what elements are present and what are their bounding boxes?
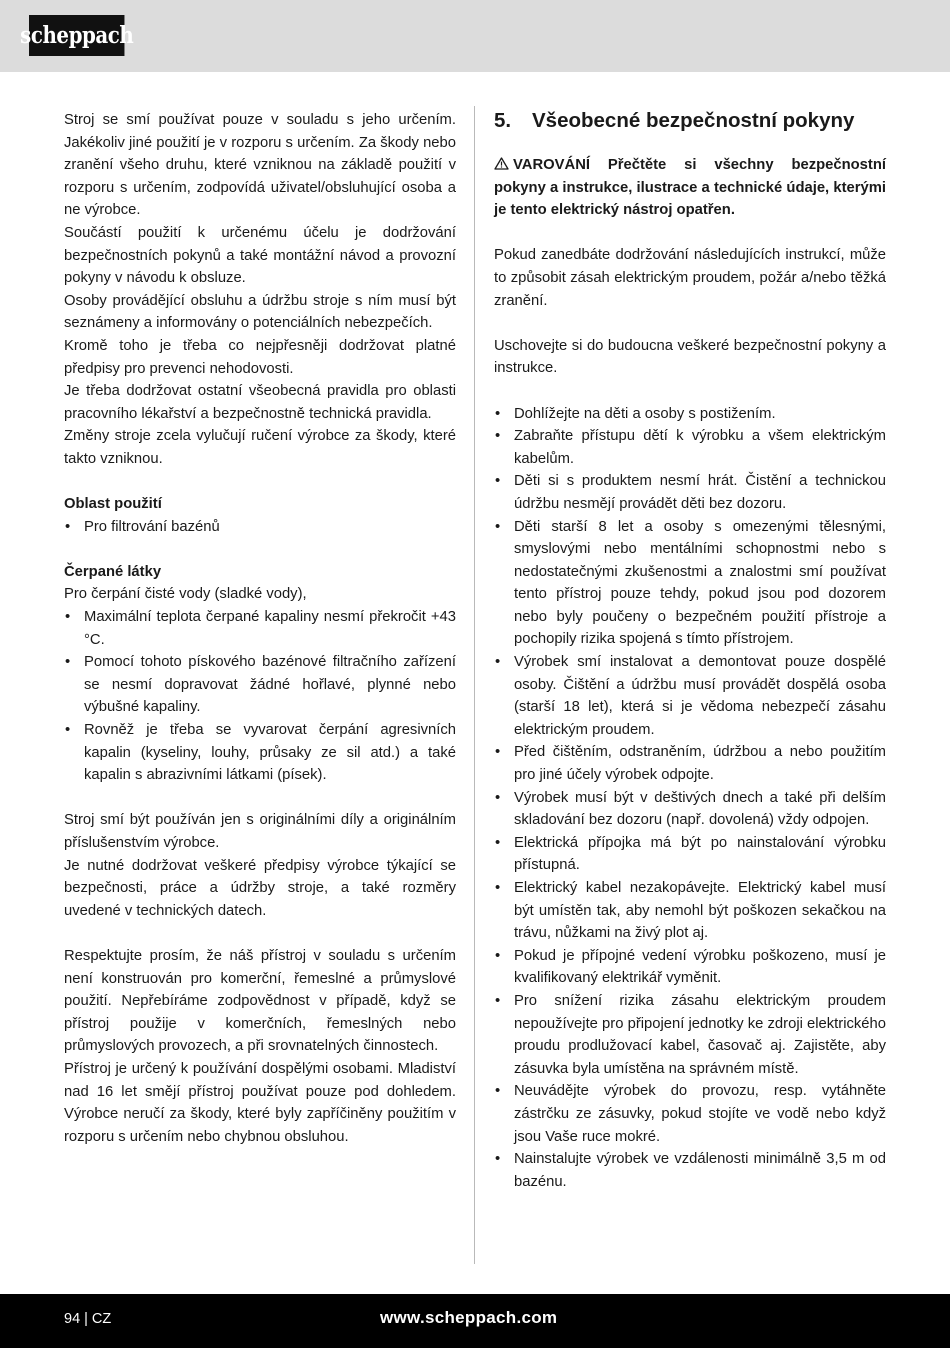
page-indicator <box>64 1311 111 1327</box>
warning-paragraph <box>494 154 886 222</box>
list-item: • Pomocí tohoto pískového bazénové filtračního zařízení se nesmí dopravovat žádné hořlavé, plynné nebo výbušné kapaliny. <box>64 651 456 719</box>
list-item: • Nainstalujte výrobek ve vzdálenosti minimálně 3,5 m od bazénu. <box>494 1148 886 1193</box>
paragraph: Uschovejte si do budoucna veškeré bezpečnostní pokyny a instrukce. <box>494 337 886 377</box>
language-code: CZ <box>91 1311 112 1327</box>
section-number: 5. <box>494 109 512 132</box>
scheppach-logo: scheppach <box>29 15 124 56</box>
page-footer <box>0 1294 950 1348</box>
list-item: • Výrobek musí být v deštivých dnech a také při delším skladování bez dozoru (např. dovolená) vždy odpojen. <box>494 787 886 832</box>
list-item: • Rovněž je třeba se vyvarovat čerpání agresivních kapalin (kyseliny, louhy, průsaky ze sil atd.) a také kapalin s abrazivními látkami (písek). <box>64 719 456 787</box>
list-item: • Elektrická přípojka má být po nainstalování výrobku přístupná. <box>494 832 886 877</box>
warning-text: Přečtěte si všechny bezpečnostní pokyny a instrukce, ilustrace a technické údaje, kterými je tento elektrický nástroj opatřen. <box>494 157 886 219</box>
section-title <box>494 109 886 133</box>
right-column <box>494 109 886 1193</box>
list-item: • Neuvádějte výrobek do provozu, resp. vytáhněte zástrčku ze zásuvky, pokud stojíte ve vodě nebo když jsou Vaše ruce mokré. <box>494 1080 886 1148</box>
paragraph: Pokud zanedbáte dodržování následujících instrukcí, může to způsobit zásah elektrickým proudem, požár a/nebo těžká zranění. <box>494 247 886 309</box>
page-number: 94 <box>64 1311 81 1327</box>
paragraph: Je třeba dodržovat ostatní všeobecná pravidla pro oblasti pracovního lékařství a bezpečnostně technická pravidla. <box>64 383 456 422</box>
left-column <box>64 109 456 1148</box>
paragraph: Pro čerpání čisté vody (sladké vody), <box>64 586 307 603</box>
page-header <box>0 0 950 72</box>
list-item: • Maximální teplota čerpané kapaliny nesmí překročit +43 °C. <box>64 606 456 651</box>
list-item: • Elektrický kabel nezakopávejte. Elektrický kabel musí být umístěn tak, aby nemohl být poškozen sekačkou na trávu, nůžkami na živý plot aj. <box>494 877 886 945</box>
list-item: • Pro snížení rizika zásahu elektrickým proudem nepoužívejte pro připojení jednotky ke zdroji elektrického proudu prodlužovací kabel, časovač aj. Zajistěte, aby zásuvka byla umístěna na správném místě. <box>494 990 886 1080</box>
paragraph: Změny stroje zcela vylučují ručení výrobce za škody, které takto vzniknou. <box>64 428 456 467</box>
warning-label: VAROVÁNÍ <box>513 157 591 173</box>
safety-list <box>494 403 886 1194</box>
paragraph: Respektujte prosím, že náš přístroj v souladu s určením není konstruován pro komerční, řemeslné a průmyslové použití. Nepřebíráme zodpovědnost v případě, když se přístroj použije v komerčních, řemeslných nebo průmyslových provozech, a při srovnatelných činnostech. <box>64 947 456 1055</box>
column-divider <box>474 106 475 1264</box>
website-link[interactable]: www.scheppach.com <box>380 1308 558 1327</box>
section-title-text: Všeobecné bezpečnostní pokyny <box>532 109 855 132</box>
list-item: • Výrobek smí instalovat a demontovat pouze dospělé osoby. Čištění a údržbu musí provádět dospělá osoba (starší 18 let), která si je vědoma nebezpečí zásahu elektrickým proudem. <box>494 651 886 741</box>
area-list <box>64 516 456 539</box>
page-separator: | <box>84 1311 88 1327</box>
paragraph: Je nutné dodržovat veškeré předpisy výrobce týkající se bezpečnosti, práce a údržby stroje, a také rozměry uvedené v technických datech. <box>64 857 456 919</box>
list-item: • Děti si s produktem nesmí hrát. Čistění a technickou údržbu nesmějí provádět děti bez dozoru. <box>494 470 886 515</box>
list-item: • Zabraňte přístupu dětí k výrobku a všem elektrickým kabelům. <box>494 425 886 470</box>
pumped-list <box>64 606 456 787</box>
paragraph: Stroj smí být používán jen s originálními díly a originálním příslušenstvím výrobce. <box>64 812 456 851</box>
list-item: • Před čištěním, odstraněním, údržbou a nebo použitím pro jiné účely výrobek odpojte. <box>494 741 886 786</box>
warning-triangle-icon <box>494 157 509 170</box>
paragraph: Přístroj je určený k používání dospělými osobami. Mladiství nad 16 let smějí přístroj používat pouze pod dohledem. Výrobce neručí za škody, které byly zapříčiněny použitím v rozporu s určením nebo chybnou obsluhou. <box>64 1060 456 1145</box>
list-item: • Děti starší 8 let a osoby s omezenými tělesnými, smyslovými nebo mentálními schopnostmi nebo s nedostatečnými zkušenostmi a znalostmi smí používat tento přístroj pouze tehdy, pokud jsou pod dozorem nebo byly poučeny o bezpečném použití přístroje a pochopily rizika spojená s tímto přístrojem. <box>494 516 886 652</box>
list-item: • Pro filtrování bazénů <box>64 516 456 539</box>
area-heading: Oblast použití <box>64 496 162 513</box>
paragraph: Osoby provádějící obsluhu a údržbu stroje s ním musí být seznámeny a informovány o potenciálních nebezpečích. <box>64 292 456 332</box>
pumped-heading: Čerpané látky <box>64 563 162 580</box>
list-item: • Dohlížejte na děti a osoby s postižením. <box>494 403 886 426</box>
paragraph: Součástí použití k určenému účelu je dodržování bezpečnostních pokynů a také montážní návod a provozní pokyny v návodu k obsluze. <box>64 224 456 287</box>
paragraph: Kromě toho je třeba co nejpřesněji dodržovat platné předpisy pro prevenci nehodovosti. <box>64 337 456 377</box>
paragraph: Stroj se smí používat pouze v souladu s jeho určením. Jakékoliv jiné použití je v rozporu s určením. Za škody nebo zranění všeho druhu, které vzniknou na základě použití v rozporu s určením, zodpovídá uživatel/obsluhující osoba a ne výrobce. <box>64 112 456 219</box>
list-item: • Pokud je přípojné vedení výrobku poškozeno, musí je kvalifikovaný elektrikář vyměnit. <box>494 945 886 990</box>
